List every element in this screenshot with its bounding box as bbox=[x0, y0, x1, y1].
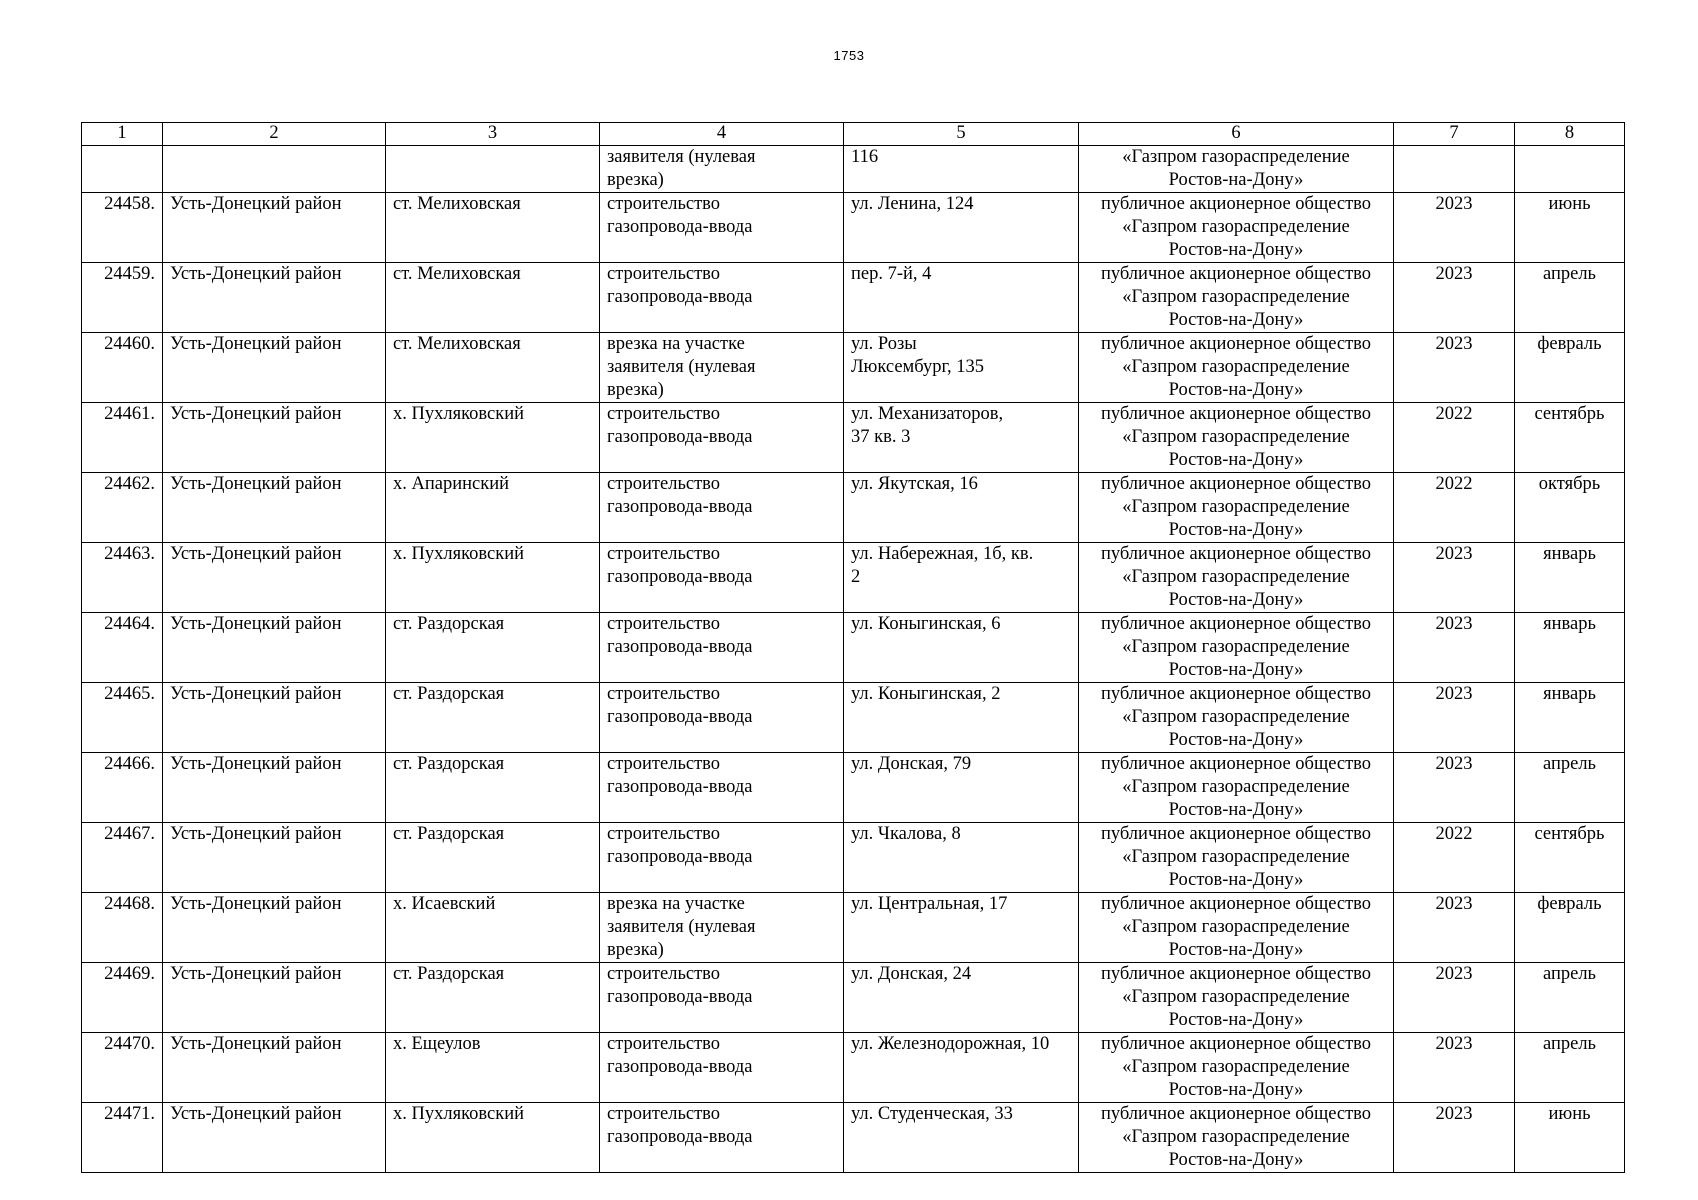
cell-number: 24460. bbox=[82, 333, 163, 403]
cell-locality: ст. Раздорская bbox=[386, 613, 600, 683]
cell-locality: ст. Мелиховская bbox=[386, 333, 600, 403]
cell-locality: х. Ещеулов bbox=[386, 1033, 600, 1103]
cell-year: 2023 bbox=[1394, 963, 1515, 1033]
cell-owner: публичное акционерное общество «Газпром газораспределение Ростов-на-Дону» bbox=[1079, 823, 1394, 893]
cell-address: ул. Ленина, 124 bbox=[844, 193, 1079, 263]
table-row bbox=[82, 823, 1625, 893]
cell-address: ул. Донская, 79 bbox=[844, 753, 1079, 823]
cell-owner: публичное акционерное общество «Газпром газораспределение Ростов-на-Дону» bbox=[1079, 893, 1394, 963]
table-row bbox=[82, 1103, 1625, 1173]
cell-work-type: строительство газопровода-ввода bbox=[600, 753, 844, 823]
cell-address: ул. Коныгинская, 2 bbox=[844, 683, 1079, 753]
cell-month: июнь bbox=[1515, 1103, 1625, 1173]
cell-locality: ст. Мелиховская bbox=[386, 263, 600, 333]
cell-district: Усть-Донецкий район bbox=[163, 823, 386, 893]
table-row bbox=[82, 683, 1625, 753]
cell-owner: публичное акционерное общество «Газпром газораспределение Ростов-на-Дону» bbox=[1079, 613, 1394, 683]
cell-month: апрель bbox=[1515, 1033, 1625, 1103]
cell-number: 24466. bbox=[82, 753, 163, 823]
cell-district bbox=[163, 146, 386, 193]
cell-locality: х. Пухляковский bbox=[386, 543, 600, 613]
cell-district: Усть-Донецкий район bbox=[163, 753, 386, 823]
cell-locality: ст. Раздорская bbox=[386, 963, 600, 1033]
cell-district: Усть-Донецкий район bbox=[163, 263, 386, 333]
cell-number bbox=[82, 146, 163, 193]
column-header: 7 bbox=[1394, 123, 1515, 146]
cell-year: 2022 bbox=[1394, 823, 1515, 893]
cell-year: 2023 bbox=[1394, 543, 1515, 613]
cell-year: 2023 bbox=[1394, 683, 1515, 753]
cell-address: ул. Донская, 24 bbox=[844, 963, 1079, 1033]
cell-number: 24463. bbox=[82, 543, 163, 613]
table-row bbox=[82, 893, 1625, 963]
cell-owner: публичное акционерное общество «Газпром газораспределение Ростов-на-Дону» bbox=[1079, 263, 1394, 333]
cell-year: 2023 bbox=[1394, 1033, 1515, 1103]
cell-address: ул. Центральная, 17 bbox=[844, 893, 1079, 963]
cell-address: ул. Набережная, 1б, кв. 2 bbox=[844, 543, 1079, 613]
cell-work-type: заявителя (нулевая врезка) bbox=[600, 146, 844, 193]
cell-district: Усть-Донецкий район bbox=[163, 473, 386, 543]
cell-number: 24470. bbox=[82, 1033, 163, 1103]
column-header: 2 bbox=[163, 123, 386, 146]
cell-work-type: строительство газопровода-ввода bbox=[600, 473, 844, 543]
cell-work-type: строительство газопровода-ввода bbox=[600, 963, 844, 1033]
cell-work-type: строительство газопровода-ввода bbox=[600, 1103, 844, 1173]
cell-address: ул. Розы Люксембург, 135 bbox=[844, 333, 1079, 403]
cell-month: январь bbox=[1515, 683, 1625, 753]
cell-district: Усть-Донецкий район bbox=[163, 893, 386, 963]
cell-locality: ст. Мелиховская bbox=[386, 193, 600, 263]
cell-locality: х. Пухляковский bbox=[386, 1103, 600, 1173]
cell-work-type: строительство газопровода-ввода bbox=[600, 823, 844, 893]
cell-work-type: строительство газопровода-ввода bbox=[600, 263, 844, 333]
column-header: 4 bbox=[600, 123, 844, 146]
cell-month: сентябрь bbox=[1515, 403, 1625, 473]
table-row bbox=[82, 263, 1625, 333]
column-header: 3 bbox=[386, 123, 600, 146]
cell-number: 24465. bbox=[82, 683, 163, 753]
cell-district: Усть-Донецкий район bbox=[163, 333, 386, 403]
cell-month: апрель bbox=[1515, 263, 1625, 333]
cell-locality: х. Апаринский bbox=[386, 473, 600, 543]
cell-year bbox=[1394, 146, 1515, 193]
cell-address: ул. Якутская, 16 bbox=[844, 473, 1079, 543]
column-header: 5 bbox=[844, 123, 1079, 146]
cell-year: 2023 bbox=[1394, 193, 1515, 263]
cell-number: 24459. bbox=[82, 263, 163, 333]
cell-month: январь bbox=[1515, 543, 1625, 613]
table-row bbox=[82, 403, 1625, 473]
cell-number: 24468. bbox=[82, 893, 163, 963]
cell-address: ул. Коныгинская, 6 bbox=[844, 613, 1079, 683]
cell-work-type: строительство газопровода-ввода bbox=[600, 193, 844, 263]
cell-district: Усть-Донецкий район bbox=[163, 963, 386, 1033]
cell-locality: ст. Раздорская bbox=[386, 823, 600, 893]
cell-month: февраль bbox=[1515, 893, 1625, 963]
cell-year: 2022 bbox=[1394, 473, 1515, 543]
cell-locality bbox=[386, 146, 600, 193]
cell-owner: публичное акционерное общество «Газпром газораспределение Ростов-на-Дону» bbox=[1079, 1033, 1394, 1103]
cell-year: 2023 bbox=[1394, 263, 1515, 333]
table-row bbox=[82, 753, 1625, 823]
cell-owner: публичное акционерное общество «Газпром газораспределение Ростов-на-Дону» bbox=[1079, 333, 1394, 403]
table-row bbox=[82, 473, 1625, 543]
cell-number: 24462. bbox=[82, 473, 163, 543]
cell-year: 2023 bbox=[1394, 333, 1515, 403]
header-row bbox=[82, 123, 1625, 146]
cell-year: 2023 bbox=[1394, 613, 1515, 683]
table-row bbox=[82, 543, 1625, 613]
table-row bbox=[82, 193, 1625, 263]
cell-work-type: врезка на участке заявителя (нулевая врезка) bbox=[600, 893, 844, 963]
cell-owner: публичное акционерное общество «Газпром газораспределение Ростов-на-Дону» bbox=[1079, 683, 1394, 753]
table-row bbox=[82, 1033, 1625, 1103]
cell-work-type: строительство газопровода-ввода bbox=[600, 683, 844, 753]
cell-month: февраль bbox=[1515, 333, 1625, 403]
cell-number: 24469. bbox=[82, 963, 163, 1033]
cell-work-type: строительство газопровода-ввода bbox=[600, 1033, 844, 1103]
cell-month: сентябрь bbox=[1515, 823, 1625, 893]
cell-owner: публичное акционерное общество «Газпром газораспределение Ростов-на-Дону» bbox=[1079, 543, 1394, 613]
cell-address: пер. 7-й, 4 bbox=[844, 263, 1079, 333]
cell-month bbox=[1515, 146, 1625, 193]
cell-district: Усть-Донецкий район bbox=[163, 193, 386, 263]
cell-owner: публичное акционерное общество «Газпром газораспределение Ростов-на-Дону» bbox=[1079, 1103, 1394, 1173]
cell-district: Усть-Донецкий район bbox=[163, 403, 386, 473]
table-row bbox=[82, 963, 1625, 1033]
cell-year: 2022 bbox=[1394, 403, 1515, 473]
gasification-table bbox=[81, 122, 1625, 1173]
cell-address: 116 bbox=[844, 146, 1079, 193]
cell-number: 24467. bbox=[82, 823, 163, 893]
cell-locality: х. Пухляковский bbox=[386, 403, 600, 473]
cell-owner: публичное акционерное общество «Газпром газораспределение Ростов-на-Дону» bbox=[1079, 473, 1394, 543]
cell-owner: публичное акционерное общество «Газпром газораспределение Ростов-на-Дону» bbox=[1079, 753, 1394, 823]
column-header: 6 bbox=[1079, 123, 1394, 146]
cell-district: Усть-Донецкий район bbox=[163, 543, 386, 613]
cell-owner: «Газпром газораспределение Ростов-на-Дону» bbox=[1079, 146, 1394, 193]
cell-owner: публичное акционерное общество «Газпром газораспределение Ростов-на-Дону» bbox=[1079, 193, 1394, 263]
cell-month: апрель bbox=[1515, 753, 1625, 823]
column-header: 1 bbox=[82, 123, 163, 146]
cell-work-type: строительство газопровода-ввода bbox=[600, 403, 844, 473]
cell-number: 24464. bbox=[82, 613, 163, 683]
cell-address: ул. Железнодорожная, 10 bbox=[844, 1033, 1079, 1103]
cell-locality: ст. Раздорская bbox=[386, 753, 600, 823]
cell-year: 2023 bbox=[1394, 1103, 1515, 1173]
table-row bbox=[82, 613, 1625, 683]
cell-month: июнь bbox=[1515, 193, 1625, 263]
cell-number: 24458. bbox=[82, 193, 163, 263]
cell-district: Усть-Донецкий район bbox=[163, 1103, 386, 1173]
cell-month: октябрь bbox=[1515, 473, 1625, 543]
cell-month: апрель bbox=[1515, 963, 1625, 1033]
cell-year: 2023 bbox=[1394, 893, 1515, 963]
continuation-row bbox=[82, 146, 1625, 193]
column-header: 8 bbox=[1515, 123, 1625, 146]
cell-district: Усть-Донецкий район bbox=[163, 683, 386, 753]
cell-year: 2023 bbox=[1394, 753, 1515, 823]
cell-work-type: строительство газопровода-ввода bbox=[600, 543, 844, 613]
cell-number: 24461. bbox=[82, 403, 163, 473]
table-row bbox=[82, 333, 1625, 403]
page-number: 1753 bbox=[833, 48, 865, 63]
cell-address: ул. Механизаторов, 37 кв. 3 bbox=[844, 403, 1079, 473]
cell-locality: ст. Раздорская bbox=[386, 683, 600, 753]
cell-district: Усть-Донецкий район bbox=[163, 613, 386, 683]
cell-owner: публичное акционерное общество «Газпром газораспределение Ростов-на-Дону» bbox=[1079, 963, 1394, 1033]
cell-number: 24471. bbox=[82, 1103, 163, 1173]
cell-work-type: строительство газопровода-ввода bbox=[600, 613, 844, 683]
cell-district: Усть-Донецкий район bbox=[163, 1033, 386, 1103]
cell-address: ул. Чкалова, 8 bbox=[844, 823, 1079, 893]
cell-locality: х. Исаевский bbox=[386, 893, 600, 963]
cell-month: январь bbox=[1515, 613, 1625, 683]
cell-work-type: врезка на участке заявителя (нулевая врезка) bbox=[600, 333, 844, 403]
cell-owner: публичное акционерное общество «Газпром газораспределение Ростов-на-Дону» bbox=[1079, 403, 1394, 473]
cell-address: ул. Студенческая, 33 bbox=[844, 1103, 1079, 1173]
